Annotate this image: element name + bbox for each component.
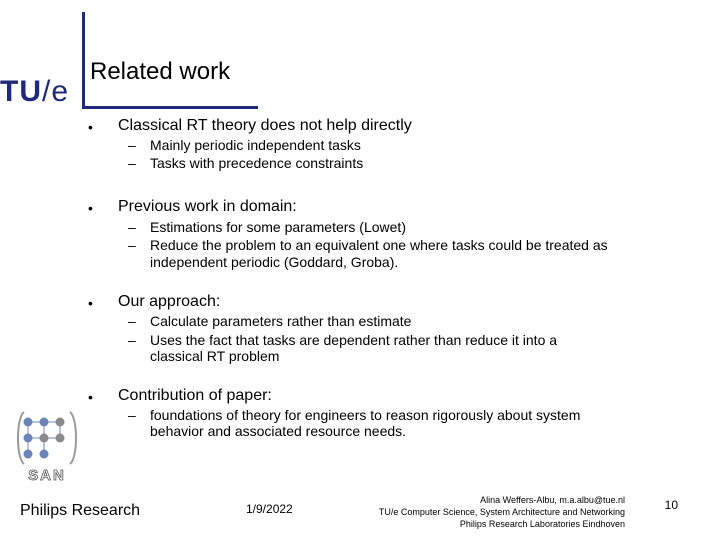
san-node	[40, 418, 49, 427]
sub-text: Mainly periodic independent tasks	[150, 137, 361, 153]
header-vertical-rule	[82, 12, 85, 109]
sub-item	[128, 155, 363, 172]
san-node	[56, 434, 65, 443]
sub-item	[128, 313, 411, 330]
sub-text: foundations of theory for engineers to reason rigorously about system	[150, 407, 581, 423]
san-logo-graphic	[14, 408, 80, 484]
slide-title: Related work	[90, 58, 231, 85]
san-logo-text: SAN	[28, 467, 66, 484]
sub-dash: –	[128, 313, 136, 329]
header-horizontal-rule	[82, 106, 258, 109]
san-node	[24, 450, 33, 459]
sub-dash: –	[128, 137, 136, 153]
footer-affiliation-line: TU/e Computer Science, System Architecture and Networking	[378, 507, 625, 517]
san-bracket-left	[18, 412, 24, 464]
sub-text-continued: classical RT problem	[150, 348, 280, 364]
logo-slash: /	[42, 75, 52, 108]
footer-date: 1/9/2022	[246, 502, 293, 516]
bullet-text: Classical RT theory does not help directly	[118, 117, 412, 134]
bullet-marker: •	[88, 119, 93, 135]
tue-logo	[0, 76, 69, 108]
san-node	[40, 434, 49, 443]
sub-text: Reduce the problem to an equivalent one where tasks could be treated as	[150, 237, 608, 253]
bullet-marker: •	[88, 200, 93, 216]
sub-item	[128, 237, 608, 254]
sub-text: Calculate parameters rather than estimate	[150, 313, 412, 329]
footer-author-info	[330, 494, 625, 530]
bullet-marker: •	[88, 389, 93, 405]
san-bracket-right	[70, 412, 76, 464]
sub-item	[128, 407, 580, 424]
san-node	[56, 418, 65, 427]
logo-tu: TU	[0, 75, 42, 108]
sub-item	[128, 332, 557, 349]
sub-dash: –	[128, 407, 136, 423]
san-node	[40, 450, 49, 459]
footer-organization: Philips Research	[20, 502, 141, 519]
san-node	[24, 434, 33, 443]
sub-item	[128, 219, 406, 236]
sub-text-continued: behavior and associated resource needs.	[150, 423, 407, 439]
sub-dash: –	[128, 237, 136, 253]
sub-dash: –	[128, 155, 136, 171]
bullet-marker: •	[88, 295, 93, 311]
san-node	[24, 418, 33, 427]
sub-text: Tasks with precedence constraints	[150, 155, 364, 171]
sub-dash: –	[128, 332, 136, 348]
sub-text: Uses the fact that tasks are dependent rather than reduce it into a	[150, 332, 558, 348]
footer-author-line: Alina Weffers-Albu, m.a.albu@tue.nl	[480, 495, 625, 505]
page-number: 10	[664, 498, 678, 512]
sub-text-continued: independent periodic (Goddard, Groba).	[150, 254, 399, 270]
sub-item	[128, 137, 361, 154]
sub-text: Estimations for some parameters (Lowet)	[150, 219, 406, 235]
bullet-text: Previous work in domain:	[118, 198, 297, 215]
logo-e: e	[51, 75, 70, 108]
san-logo	[14, 408, 80, 484]
bullet-text: Contribution of paper:	[118, 387, 272, 404]
bullet-text: Our approach:	[118, 293, 221, 310]
footer-lab-line: Philips Research Laboratories Eindhoven	[459, 519, 625, 529]
sub-dash: –	[128, 219, 136, 235]
